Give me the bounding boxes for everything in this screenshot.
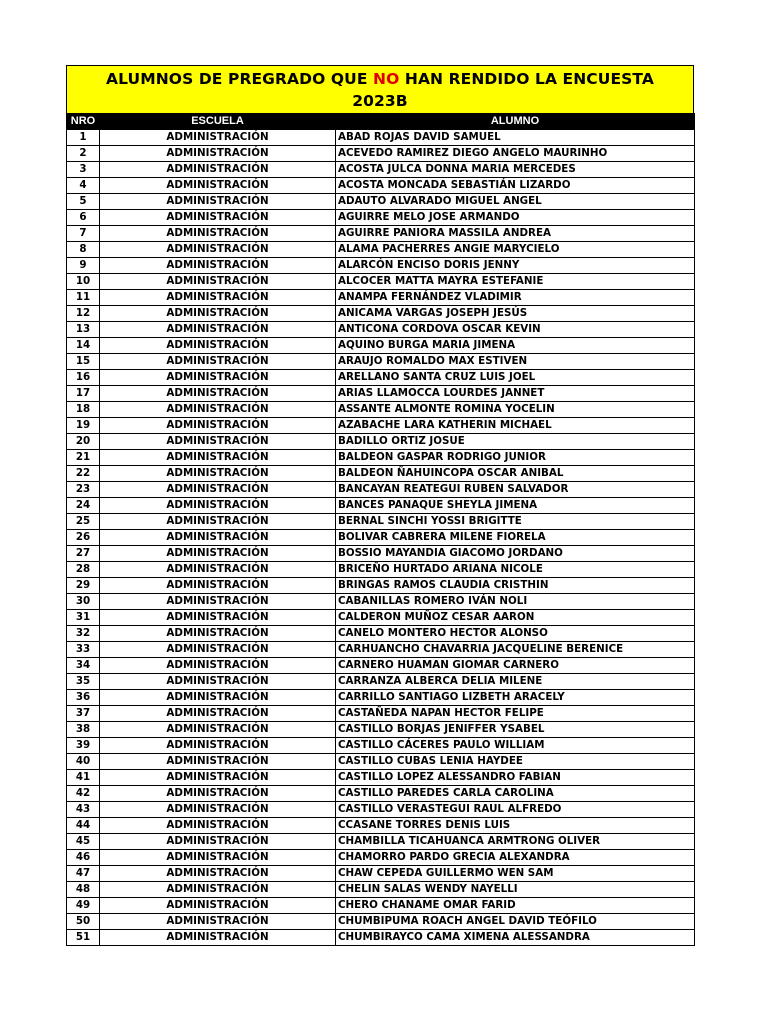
table-row <box>67 930 695 946</box>
cell-nro: 32 <box>67 626 100 642</box>
header-escuela: ESCUELA <box>100 114 336 130</box>
cell-alumno: BANCAYAN REATEGUI RUBEN SALVADOR <box>336 482 695 498</box>
cell-nro: 50 <box>67 914 100 930</box>
cell-alumno: CASTILLO CÁCERES PAULO WILLIAM <box>336 738 695 754</box>
table-row <box>67 146 695 162</box>
table-row <box>67 322 695 338</box>
cell-alumno: ALARCÓN ENCISO DORIS JENNY <box>336 258 695 274</box>
table-row <box>67 850 695 866</box>
cell-nro: 34 <box>67 658 100 674</box>
table-row <box>67 402 695 418</box>
cell-alumno: ANAMPA FERNÁNDEZ VLADIMIR <box>336 290 695 306</box>
table-row <box>67 466 695 482</box>
cell-nro: 48 <box>67 882 100 898</box>
cell-nro: 13 <box>67 322 100 338</box>
cell-escuela: ADMINISTRACIÓN <box>100 306 336 322</box>
cell-escuela: ADMINISTRACIÓN <box>100 498 336 514</box>
table-row <box>67 274 695 290</box>
cell-nro: 38 <box>67 722 100 738</box>
cell-nro: 42 <box>67 786 100 802</box>
cell-alumno: CASTAÑEDA NAPAN HECTOR FELIPE <box>336 706 695 722</box>
table-row <box>67 882 695 898</box>
cell-alumno: ACOSTA MONCADA SEBASTIÁN LIZARDO <box>336 178 695 194</box>
table-row <box>67 658 695 674</box>
table-row <box>67 914 695 930</box>
table-row <box>67 818 695 834</box>
cell-escuela: ADMINISTRACIÓN <box>100 930 336 946</box>
table-row <box>67 130 695 146</box>
cell-alumno: BALDEON ÑAHUINCOPA OSCAR ANIBAL <box>336 466 695 482</box>
cell-escuela: ADMINISTRACIÓN <box>100 610 336 626</box>
table-row <box>67 290 695 306</box>
cell-escuela: ADMINISTRACIÓN <box>100 818 336 834</box>
cell-nro: 45 <box>67 834 100 850</box>
cell-alumno: CHUMBIRAYCO CAMA XIMENA ALESSANDRA <box>336 930 695 946</box>
cell-nro: 3 <box>67 162 100 178</box>
cell-nro: 2 <box>67 146 100 162</box>
table-row <box>67 562 695 578</box>
cell-nro: 27 <box>67 546 100 562</box>
cell-alumno: CALDERON MUÑOZ CESAR AARON <box>336 610 695 626</box>
table-row <box>67 338 695 354</box>
cell-escuela: ADMINISTRACIÓN <box>100 482 336 498</box>
table-row <box>67 802 695 818</box>
cell-nro: 43 <box>67 802 100 818</box>
cell-escuela: ADMINISTRACIÓN <box>100 642 336 658</box>
table-row <box>67 626 695 642</box>
cell-alumno: ADAUTO ALVARADO MIGUEL ANGEL <box>336 194 695 210</box>
cell-alumno: AGUIRRE MELO JOSE ARMANDO <box>336 210 695 226</box>
cell-escuela: ADMINISTRACIÓN <box>100 786 336 802</box>
cell-escuela: ADMINISTRACIÓN <box>100 354 336 370</box>
cell-escuela: ADMINISTRACIÓN <box>100 162 336 178</box>
cell-nro: 39 <box>67 738 100 754</box>
cell-nro: 31 <box>67 610 100 626</box>
cell-escuela: ADMINISTRACIÓN <box>100 802 336 818</box>
table-row <box>67 194 695 210</box>
table-row <box>67 354 695 370</box>
cell-alumno: CHAMORRO PARDO GRECIA ALEXANDRA <box>336 850 695 866</box>
cell-alumno: CHUMBIPUMA ROACH ANGEL DAVID TEÓFILO <box>336 914 695 930</box>
cell-nro: 36 <box>67 690 100 706</box>
cell-nro: 28 <box>67 562 100 578</box>
table-row <box>67 610 695 626</box>
cell-escuela: ADMINISTRACIÓN <box>100 722 336 738</box>
table-row <box>67 210 695 226</box>
cell-escuela: ADMINISTRACIÓN <box>100 418 336 434</box>
cell-nro: 19 <box>67 418 100 434</box>
cell-nro: 1 <box>67 130 100 146</box>
cell-alumno: CHELIN SALAS WENDY NAYELLI <box>336 882 695 898</box>
cell-escuela: ADMINISTRACIÓN <box>100 290 336 306</box>
cell-escuela: ADMINISTRACIÓN <box>100 274 336 290</box>
cell-alumno: CCASANE TORRES DENIS LUIS <box>336 818 695 834</box>
cell-nro: 26 <box>67 530 100 546</box>
table-row <box>67 450 695 466</box>
cell-alumno: CARNERO HUAMAN GIOMAR CARNERO <box>336 658 695 674</box>
cell-escuela: ADMINISTRACIÓN <box>100 690 336 706</box>
cell-escuela: ADMINISTRACIÓN <box>100 562 336 578</box>
cell-alumno: CHERO CHANAME OMAR FARID <box>336 898 695 914</box>
cell-nro: 5 <box>67 194 100 210</box>
cell-alumno: CANELO MONTERO HECTOR ALONSO <box>336 626 695 642</box>
cell-alumno: CASTILLO PAREDES CARLA CAROLINA <box>336 786 695 802</box>
cell-alumno: AGUIRRE PANIORA MASSILA ANDREA <box>336 226 695 242</box>
cell-escuela: ADMINISTRACIÓN <box>100 194 336 210</box>
cell-nro: 11 <box>67 290 100 306</box>
cell-nro: 12 <box>67 306 100 322</box>
cell-alumno: BRICEÑO HURTADO ARIANA NICOLE <box>336 562 695 578</box>
title-line-2: 2023B <box>352 92 408 110</box>
cell-escuela: ADMINISTRACIÓN <box>100 210 336 226</box>
cell-alumno: AQUINO BURGA MARIA JIMENA <box>336 338 695 354</box>
cell-alumno: CABANILLAS ROMERO IVÁN NOLI <box>336 594 695 610</box>
cell-escuela: ADMINISTRACIÓN <box>100 898 336 914</box>
spreadsheet <box>66 65 694 946</box>
cell-escuela: ADMINISTRACIÓN <box>100 130 336 146</box>
cell-alumno: ACEVEDO RAMIREZ DIEGO ANGELO MAURINHO <box>336 146 695 162</box>
cell-alumno: CASTILLO VERASTEGUI RAUL ALFREDO <box>336 802 695 818</box>
cell-nro: 18 <box>67 402 100 418</box>
title-part1: ALUMNOS DE PREGRADO QUE <box>106 70 374 88</box>
cell-alumno: ARELLANO SANTA CRUZ LUIS JOEL <box>336 370 695 386</box>
table-header-row <box>67 114 695 130</box>
cell-escuela: ADMINISTRACIÓN <box>100 770 336 786</box>
table-row <box>67 226 695 242</box>
cell-alumno: BADILLO ORTIZ JOSUE <box>336 434 695 450</box>
cell-escuela: ADMINISTRACIÓN <box>100 434 336 450</box>
cell-nro: 21 <box>67 450 100 466</box>
cell-nro: 24 <box>67 498 100 514</box>
cell-alumno: ACOSTA JULCA DONNA MARIA MERCEDES <box>336 162 695 178</box>
cell-nro: 7 <box>67 226 100 242</box>
cell-nro: 17 <box>67 386 100 402</box>
table-row <box>67 258 695 274</box>
table-row <box>67 514 695 530</box>
cell-nro: 23 <box>67 482 100 498</box>
cell-escuela: ADMINISTRACIÓN <box>100 386 336 402</box>
cell-escuela: ADMINISTRACIÓN <box>100 594 336 610</box>
cell-alumno: CASTILLO LOPEZ ALESSANDRO FABIAN <box>336 770 695 786</box>
title-highlight: NO <box>373 70 400 88</box>
table-row <box>67 642 695 658</box>
cell-nro: 37 <box>67 706 100 722</box>
cell-alumno: CARHUANCHO CHAVARRIA JACQUELINE BERENICE <box>336 642 695 658</box>
cell-escuela: ADMINISTRACIÓN <box>100 322 336 338</box>
cell-escuela: ADMINISTRACIÓN <box>100 466 336 482</box>
cell-nro: 35 <box>67 674 100 690</box>
table-row <box>67 690 695 706</box>
table-row <box>67 674 695 690</box>
cell-escuela: ADMINISTRACIÓN <box>100 834 336 850</box>
cell-alumno: CASTILLO BORJAS JENIFFER YSABEL <box>336 722 695 738</box>
table-row <box>67 578 695 594</box>
cell-nro: 33 <box>67 642 100 658</box>
cell-alumno: BOLIVAR CABRERA MILENE FIORELA <box>336 530 695 546</box>
cell-nro: 16 <box>67 370 100 386</box>
cell-escuela: ADMINISTRACIÓN <box>100 674 336 690</box>
table-row <box>67 498 695 514</box>
cell-escuela: ADMINISTRACIÓN <box>100 178 336 194</box>
table-row <box>67 386 695 402</box>
cell-nro: 22 <box>67 466 100 482</box>
table-row <box>67 706 695 722</box>
cell-alumno: BERNAL SINCHI YOSSI BRIGITTE <box>336 514 695 530</box>
table-body <box>67 130 695 946</box>
cell-nro: 20 <box>67 434 100 450</box>
title-part2: HAN RENDIDO LA ENCUESTA <box>399 70 654 88</box>
table-row <box>67 866 695 882</box>
table-row <box>67 898 695 914</box>
cell-nro: 44 <box>67 818 100 834</box>
cell-alumno: CARRILLO SANTIAGO LIZBETH ARACELY <box>336 690 695 706</box>
cell-alumno: BRINGAS RAMOS CLAUDIA CRISTHIN <box>336 578 695 594</box>
cell-escuela: ADMINISTRACIÓN <box>100 866 336 882</box>
cell-escuela: ADMINISTRACIÓN <box>100 530 336 546</box>
table-row <box>67 418 695 434</box>
cell-nro: 14 <box>67 338 100 354</box>
cell-alumno: ALAMA PACHERRES ANGIE MARYCIELO <box>336 242 695 258</box>
cell-alumno: CHAW CEPEDA GUILLERMO WEN SAM <box>336 866 695 882</box>
cell-nro: 6 <box>67 210 100 226</box>
cell-escuela: ADMINISTRACIÓN <box>100 242 336 258</box>
cell-nro: 51 <box>67 930 100 946</box>
cell-escuela: ADMINISTRACIÓN <box>100 914 336 930</box>
table-row <box>67 178 695 194</box>
cell-escuela: ADMINISTRACIÓN <box>100 450 336 466</box>
cell-alumno: ARIAS LLAMOCCA LOURDES JANNET <box>336 386 695 402</box>
cell-alumno: CHAMBILLA TICAHUANCA ARMTRONG OLIVER <box>336 834 695 850</box>
cell-escuela: ADMINISTRACIÓN <box>100 146 336 162</box>
header-alumno: ALUMNO <box>336 114 695 130</box>
cell-escuela: ADMINISTRACIÓN <box>100 706 336 722</box>
cell-nro: 4 <box>67 178 100 194</box>
cell-nro: 9 <box>67 258 100 274</box>
cell-alumno: AZABACHE LARA KATHERIN MICHAEL <box>336 418 695 434</box>
cell-alumno: CASTILLO CUBAS LENIA HAYDEE <box>336 754 695 770</box>
cell-alumno: BALDEON GASPAR RODRIGO JUNIOR <box>336 450 695 466</box>
cell-escuela: ADMINISTRACIÓN <box>100 578 336 594</box>
table-row <box>67 306 695 322</box>
header-nro: NRO <box>67 114 100 130</box>
table-row <box>67 770 695 786</box>
table-row <box>67 738 695 754</box>
cell-escuela: ADMINISTRACIÓN <box>100 546 336 562</box>
cell-escuela: ADMINISTRACIÓN <box>100 882 336 898</box>
table-row <box>67 594 695 610</box>
cell-alumno: ANTICONA CORDOVA OSCAR KEVIN <box>336 322 695 338</box>
table-row <box>67 722 695 738</box>
cell-alumno: ANICAMA VARGAS JOSEPH JESÚS <box>336 306 695 322</box>
table-row <box>67 754 695 770</box>
students-table <box>66 113 695 946</box>
cell-escuela: ADMINISTRACIÓN <box>100 626 336 642</box>
cell-escuela: ADMINISTRACIÓN <box>100 226 336 242</box>
cell-alumno: BANCES PANAQUE SHEYLA JIMENA <box>336 498 695 514</box>
table-row <box>67 434 695 450</box>
cell-nro: 46 <box>67 850 100 866</box>
cell-escuela: ADMINISTRACIÓN <box>100 514 336 530</box>
cell-escuela: ADMINISTRACIÓN <box>100 338 336 354</box>
cell-nro: 49 <box>67 898 100 914</box>
cell-alumno: BOSSIO MAYANDIA GIACOMO JORDANO <box>336 546 695 562</box>
cell-nro: 10 <box>67 274 100 290</box>
table-row <box>67 530 695 546</box>
cell-nro: 15 <box>67 354 100 370</box>
table-row <box>67 834 695 850</box>
table-row <box>67 546 695 562</box>
cell-nro: 8 <box>67 242 100 258</box>
table-row <box>67 482 695 498</box>
cell-escuela: ADMINISTRACIÓN <box>100 402 336 418</box>
title-line-1 <box>67 68 693 90</box>
cell-escuela: ADMINISTRACIÓN <box>100 754 336 770</box>
table-row <box>67 786 695 802</box>
cell-escuela: ADMINISTRACIÓN <box>100 658 336 674</box>
cell-alumno: ABAD ROJAS DAVID SAMUEL <box>336 130 695 146</box>
cell-alumno: CARRANZA ALBERCA DELIA MILENE <box>336 674 695 690</box>
cell-nro: 30 <box>67 594 100 610</box>
cell-nro: 40 <box>67 754 100 770</box>
table-row <box>67 242 695 258</box>
cell-escuela: ADMINISTRACIÓN <box>100 738 336 754</box>
cell-escuela: ADMINISTRACIÓN <box>100 370 336 386</box>
cell-nro: 29 <box>67 578 100 594</box>
cell-alumno: ALCOCER MATTA MAYRA ESTEFANIE <box>336 274 695 290</box>
cell-nro: 25 <box>67 514 100 530</box>
cell-escuela: ADMINISTRACIÓN <box>100 258 336 274</box>
cell-alumno: ASSANTE ALMONTE ROMINA YOCELIN <box>336 402 695 418</box>
table-row <box>67 162 695 178</box>
cell-nro: 47 <box>67 866 100 882</box>
cell-nro: 41 <box>67 770 100 786</box>
title-banner <box>66 65 694 113</box>
table-row <box>67 370 695 386</box>
cell-alumno: ARAUJO ROMALDO MAX ESTIVEN <box>336 354 695 370</box>
cell-escuela: ADMINISTRACIÓN <box>100 850 336 866</box>
